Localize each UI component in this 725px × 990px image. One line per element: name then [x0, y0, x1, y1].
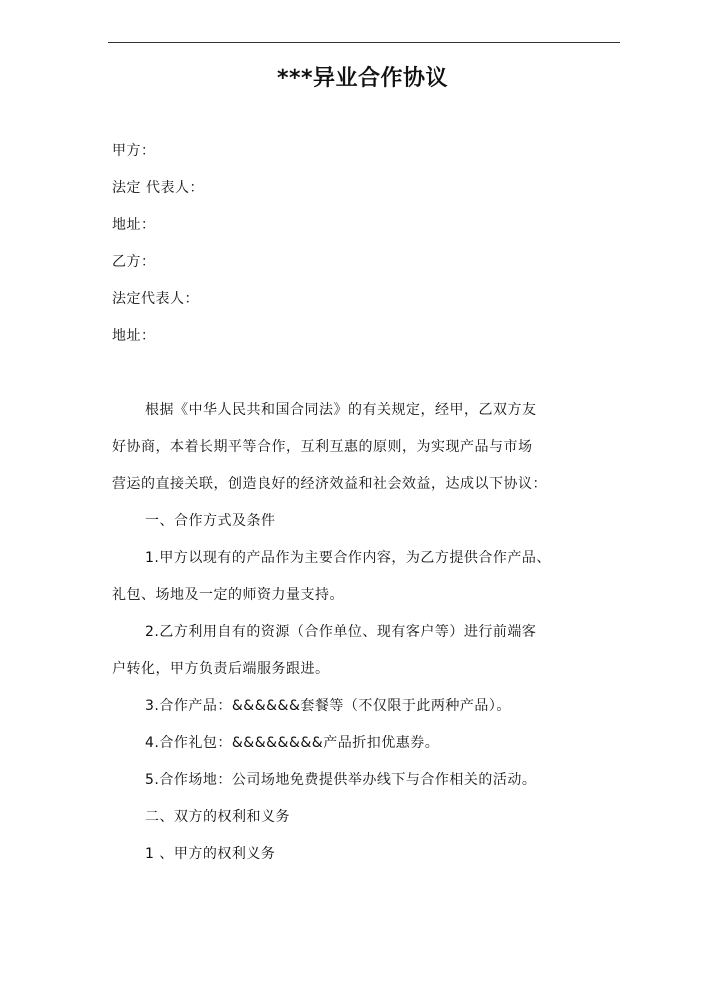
party-a-label: 甲方：	[112, 143, 156, 159]
preamble-line: 根据《中华人民共和国合同法》的有关规定，经甲，乙双方友	[145, 402, 537, 418]
party-a-legal-rep-label: 法定 代表人：	[112, 180, 204, 196]
party-b-legal-rep-label: 法定代表人：	[112, 291, 199, 307]
preamble-line: 营运的直接关联，创造良好的经济效益和社会效益，达成以下协议：	[112, 476, 547, 492]
clause-line: 2.乙方利用自有的资源（合作单位、现有客户等）进行前端客	[145, 624, 537, 640]
party-b-address-label: 地址：	[112, 328, 156, 344]
clause-line: 3.合作产品：&&&&&&套餐等（不仅限于此两种产品）。	[145, 698, 511, 714]
clause-line: 1.甲方以现有的产品作为主要合作内容，为乙方提供合作产品、	[145, 550, 551, 566]
clause-line: 5.合作场地：公司场地免费提供举办线下与合作相关的活动。	[145, 772, 537, 788]
clause-line: 礼包、场地及一定的师资力量支持。	[112, 587, 344, 603]
party-a-address-label: 地址：	[112, 217, 156, 233]
document-title: ***异业合作协议	[276, 66, 448, 91]
preamble-line: 好协商，本着长期平等合作，互利互惠的原则，为实现产品与市场	[112, 439, 533, 455]
section-heading: 一、合作方式及条件	[145, 513, 276, 529]
header-rule	[108, 42, 620, 43]
section-heading: 二、双方的权利和义务	[145, 809, 290, 825]
clause-line: 户转化，甲方负责后端服务跟进。	[112, 661, 330, 677]
clause-line: 4.合作礼包：&&&&&&&&产品折扣优惠券。	[145, 735, 440, 751]
party-b-label: 乙方：	[112, 254, 156, 270]
subsection-heading: 1 、甲方的权利义务	[145, 846, 276, 862]
